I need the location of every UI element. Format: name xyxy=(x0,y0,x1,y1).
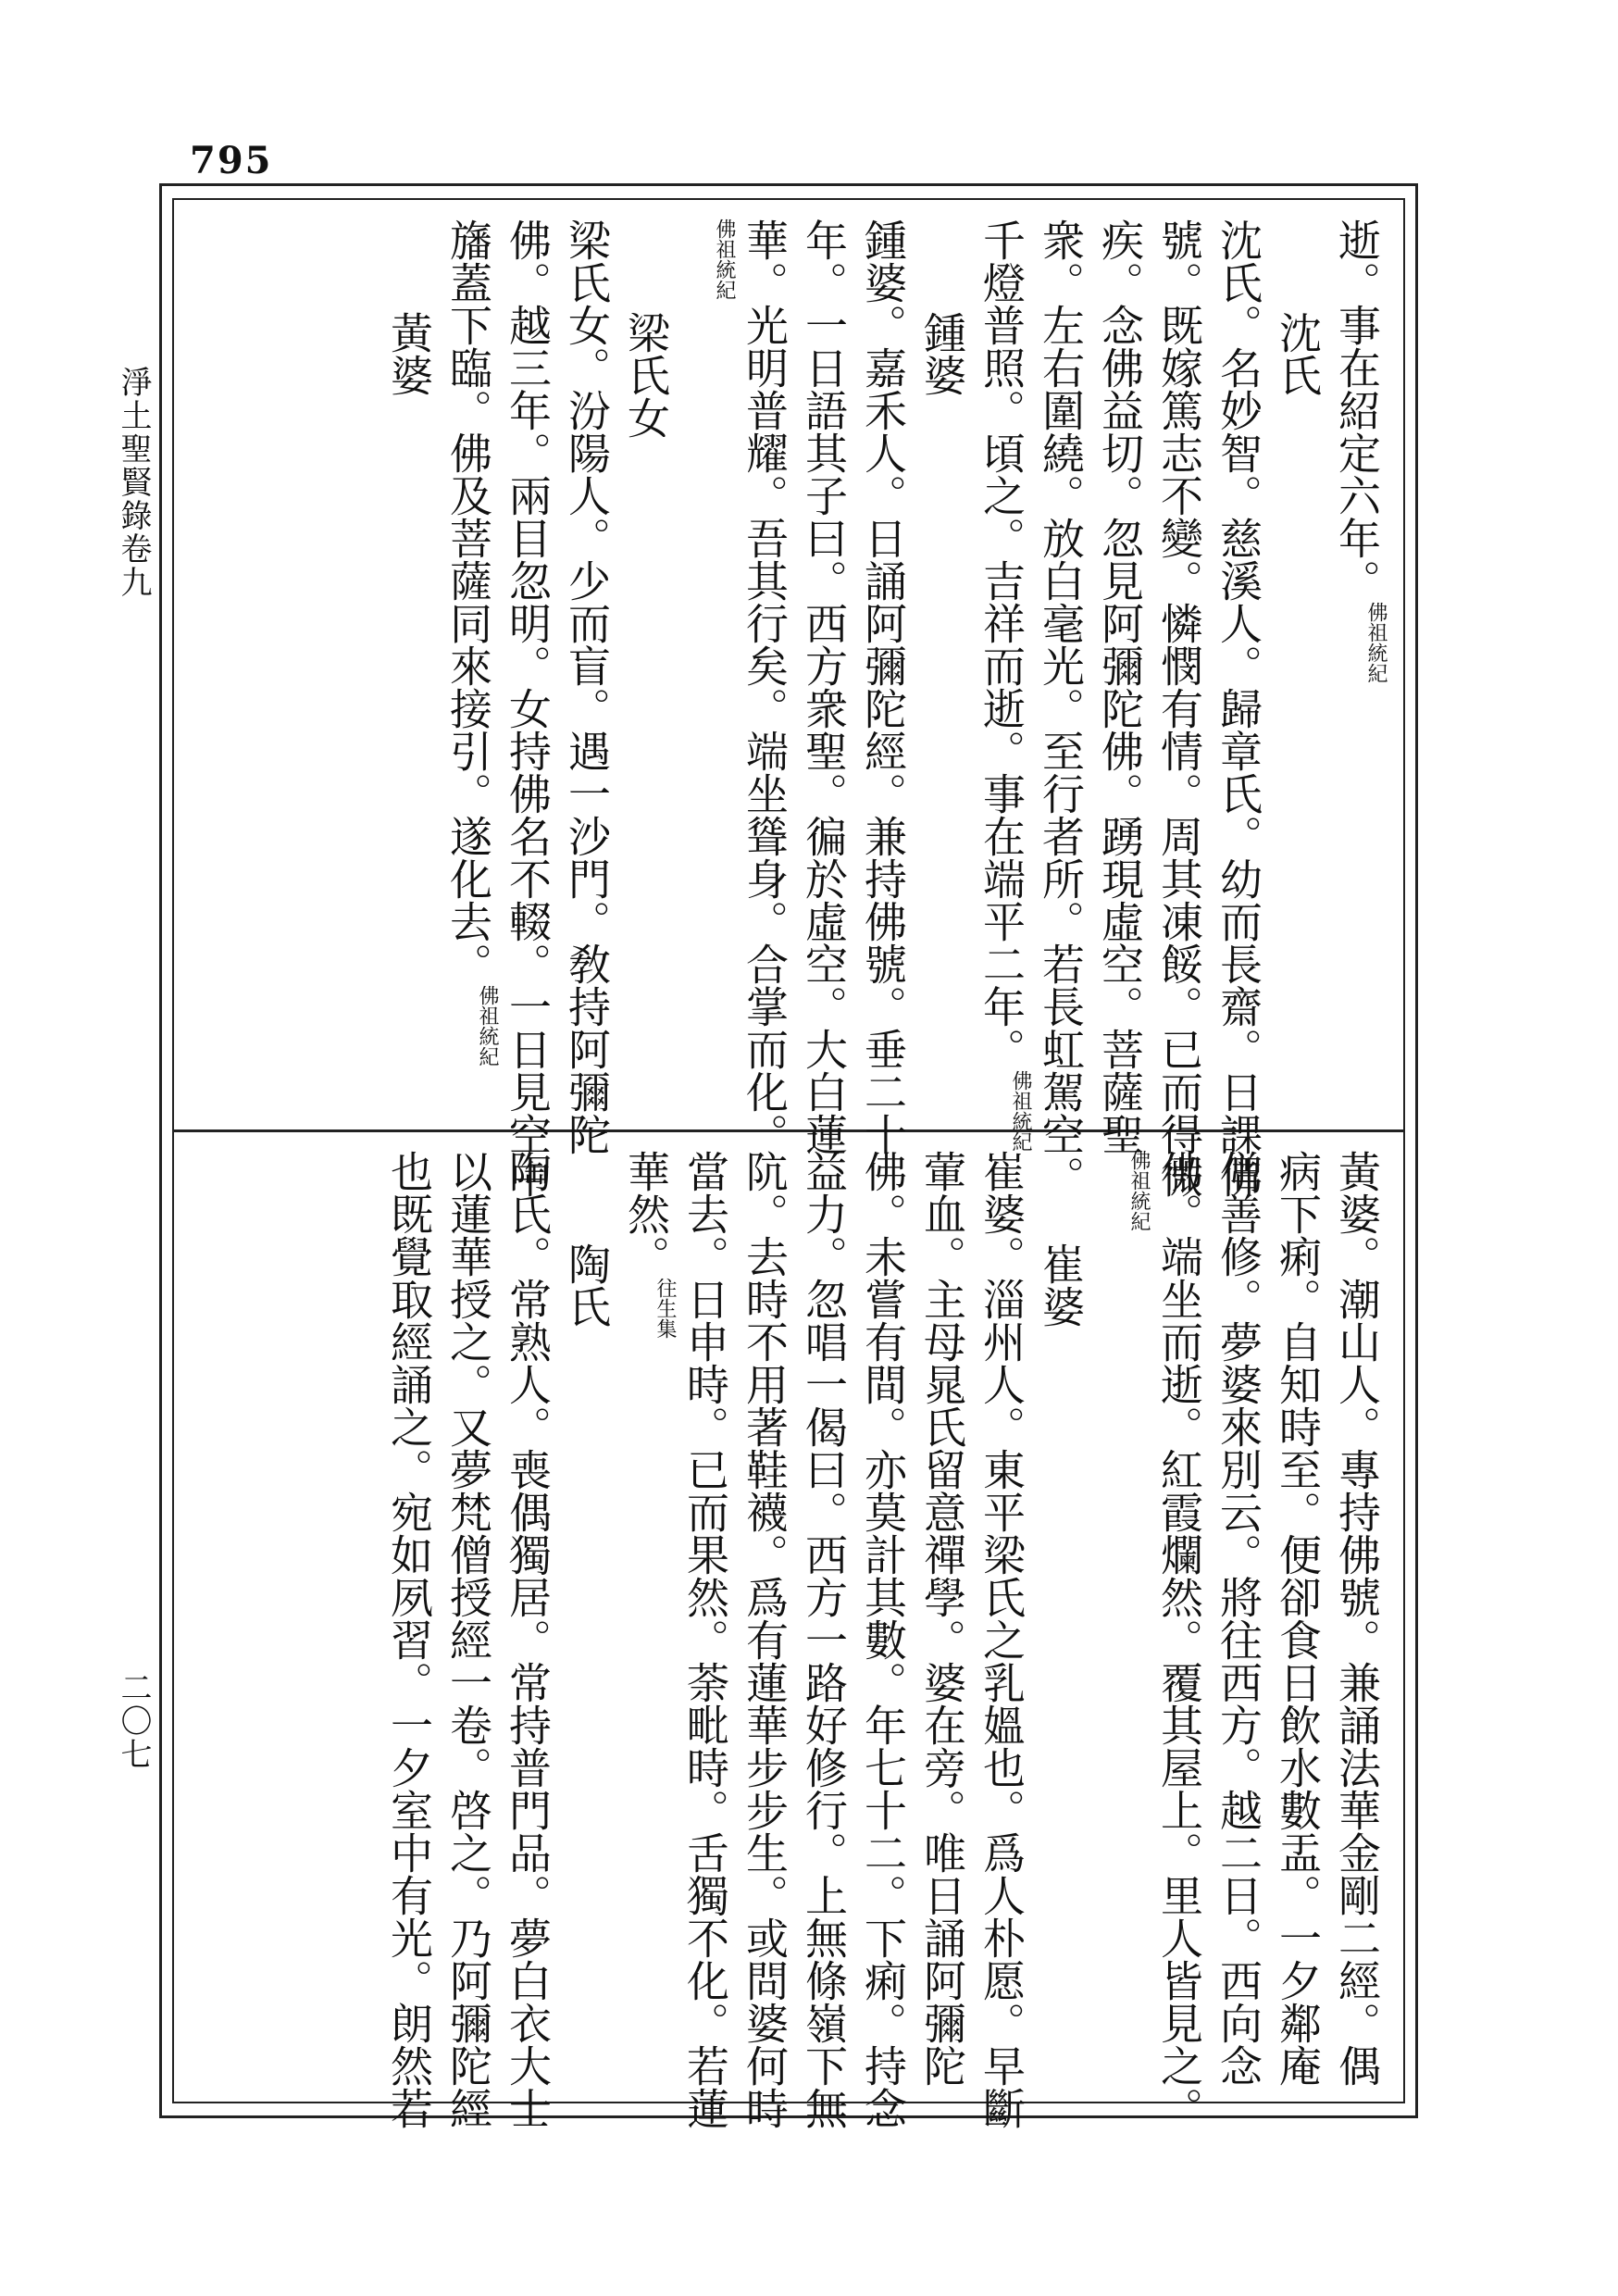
text-column xyxy=(1268,1150,1327,2087)
entry-heading xyxy=(616,218,676,1107)
column-text: 葷血。主母晁氏留意禪學。婆在旁。唯日誦阿彌陀 xyxy=(917,1150,967,2087)
column-text: 陶氏 xyxy=(562,1242,612,1328)
text-column xyxy=(1327,1150,1387,2087)
column-text: 病下痢。自知時至。便卻食日飲水數盂。一夕鄰庵 xyxy=(1273,1150,1323,2087)
column-text: 沈氏。名妙智。慈溪人。歸章氏。幼而長齋。日課佛 xyxy=(1214,218,1263,1198)
text-column xyxy=(380,1150,439,2129)
column-text: 僧善修。夢婆來別云。將往西方。越二日。西向念 xyxy=(1214,1150,1263,2087)
source-note: 佛祖統紀 xyxy=(1364,602,1388,683)
column-text: 崔婆。淄州人。東平梁氏之乳媼也。爲人朴愿。早斷 xyxy=(977,1150,1027,2129)
column-text: 以蓮華授之。又夢梵僧授經一卷。啓之。乃阿彌陀經 xyxy=(443,1150,493,2129)
lower-register-text xyxy=(380,1150,1387,2129)
column-text: 梁氏女 xyxy=(621,311,671,439)
text-column xyxy=(557,218,616,1155)
source-note: 佛祖統紀 xyxy=(476,985,499,1067)
column-text: 也既覺取經誦之。宛如夙習。一夕室中有光。朗然若 xyxy=(384,1150,434,2129)
text-column xyxy=(439,1150,498,2129)
column-text: 佛。未嘗有間。亦莫計其數。年七十二。下痢。持念 xyxy=(858,1150,908,2129)
column-text: 號。既嫁篤志不變。憐憫有情。周其凍餒。已而得微 xyxy=(1154,218,1204,1198)
text-column xyxy=(1150,1150,1209,2129)
column-text: 旛蓋下臨。佛及菩薩同來接引。遂化去。 xyxy=(443,218,493,985)
source-note: 佛祖統紀 xyxy=(713,218,736,300)
column-text: 梁氏女。汾陽人。少而盲。遇一沙門。敎持阿彌陀 xyxy=(562,218,612,1155)
text-column xyxy=(1090,218,1150,1155)
column-text: 華然。 xyxy=(621,1150,671,1278)
text-column xyxy=(616,1150,676,2076)
upper-register-text xyxy=(380,218,1388,1198)
text-column xyxy=(735,218,794,1155)
entry-heading xyxy=(380,218,439,1107)
entry-heading xyxy=(557,1150,616,2076)
text-column xyxy=(498,1150,557,2129)
text-column xyxy=(794,1150,853,2129)
text-column xyxy=(1031,218,1090,1198)
column-text: 鍾婆。嘉禾人。日誦阿彌陀經。兼持佛號。垂二十 xyxy=(858,218,908,1155)
text-column xyxy=(735,1150,794,2129)
column-text: 黃婆 xyxy=(384,311,434,396)
column-text: 鍾婆 xyxy=(917,311,967,396)
text-column xyxy=(1090,1150,1150,2076)
text-column xyxy=(676,218,735,1107)
running-title: 淨土聖賢錄卷九 xyxy=(115,366,152,599)
column-text: 佛。端坐而逝。紅霞爛然。覆其屋上。里人皆見之。 xyxy=(1154,1150,1204,2129)
column-text: 崔婆 xyxy=(1036,1242,1086,1328)
folio-number: 二〇七 xyxy=(115,1671,152,1771)
column-text: 疾。念佛益切。忽見阿彌陀佛。踴現虛空。菩薩聖 xyxy=(1095,218,1145,1155)
column-text: 益力。忽唱一偈曰。西方一路好修行。上無條嶺下無 xyxy=(799,1150,849,2129)
column-text: 衆。左右圍繞。放白毫光。至行者所。若長虹駕空。 xyxy=(1036,218,1086,1198)
text-column xyxy=(853,218,913,1155)
column-text: 華。光明普耀。吾其行矣。端坐聳身。合掌而化。 xyxy=(740,218,790,1155)
text-column xyxy=(1209,218,1268,1198)
text-column xyxy=(972,1150,1031,2129)
column-text: 沈氏 xyxy=(1273,311,1323,396)
text-column xyxy=(913,1150,972,2087)
entry-heading xyxy=(1268,218,1327,1107)
text-column xyxy=(1150,218,1209,1198)
text-column xyxy=(794,218,853,1155)
text-column xyxy=(439,218,498,1107)
text-column xyxy=(498,218,557,1198)
column-text: 佛。越三年。兩目忽明。女持佛名不輟。一日見空中 xyxy=(503,218,553,1198)
text-column xyxy=(1209,1150,1268,2087)
page-number: 795 xyxy=(190,139,273,182)
entry-heading xyxy=(1031,1150,1090,2076)
text-column xyxy=(972,218,1032,1152)
column-text: 千燈普照。頃之。吉祥而逝。事在端平二年。 xyxy=(977,218,1027,1070)
entry-heading xyxy=(913,218,972,1107)
column-text: 黃婆。潮山人。專持佛號。兼誦法華金剛二經。偶 xyxy=(1332,1150,1382,2087)
column-text: 逝。事在紹定六年。 xyxy=(1332,218,1382,602)
source-note: 佛祖統紀 xyxy=(1127,1150,1151,1231)
text-column xyxy=(853,1150,913,2129)
column-text: 年。一日語其子曰。西方衆聖。徧於虛空。大白蓮 xyxy=(799,218,849,1155)
source-note: 往生集 xyxy=(653,1278,677,1339)
column-text: 當去。日申時。已而果然。荼毗時。舌獨不化。若蓮 xyxy=(680,1150,730,2129)
column-text: 陶氏。常熟人。喪偶獨居。常持普門品。夢白衣大士 xyxy=(503,1150,553,2129)
column-text: 阬。去時不用著鞋襪。爲有蓮華步步生。或問婆何時 xyxy=(740,1150,790,2129)
text-column xyxy=(676,1150,735,2129)
text-column xyxy=(1327,218,1387,1107)
source-note: 佛祖統紀 xyxy=(1009,1070,1032,1152)
